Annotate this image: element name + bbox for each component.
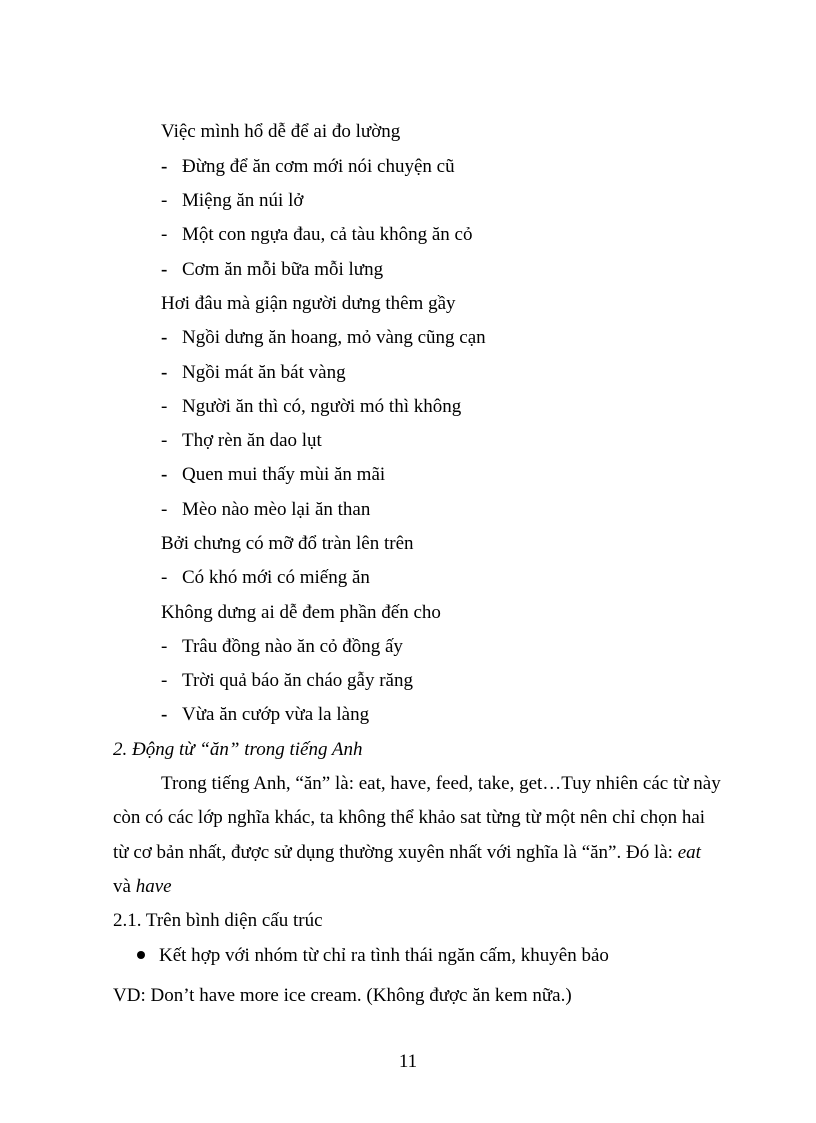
dash-marker: - — [161, 464, 168, 485]
section-heading: 2. Động từ “ăn” trong tiếng Anh — [113, 739, 363, 760]
proverb-text: Trâu đồng nào ăn cỏ đồng ấy — [182, 636, 403, 657]
bullet-item — [137, 944, 609, 968]
proverb-item — [161, 429, 322, 453]
proverb-text: Có khó mới có miếng ăn — [182, 567, 370, 588]
proverb-text: Một con ngựa đau, cả tàu không ăn cỏ — [182, 224, 473, 245]
paragraph-line — [113, 875, 172, 899]
paragraph-line: Trong tiếng Anh, “ăn” là: eat, have, feed, take, get…Tuy nhiên các từ này — [161, 773, 721, 794]
proverb-item — [161, 635, 403, 659]
dash-marker: - — [161, 362, 168, 383]
proverb-text: Vừa ăn cướp vừa la làng — [182, 704, 370, 725]
proverb-text: Mèo nào mèo lại ăn than — [182, 499, 371, 520]
proverb-item — [161, 155, 455, 179]
proverb-item — [161, 703, 369, 727]
example-line: VD: Don’t have more ice cream. (Không được ăn kem nữa.) — [113, 985, 572, 1006]
proverb-text: Miệng ăn núi lở — [182, 190, 304, 211]
proverb-text: Ngồi mát ăn bát vàng — [182, 362, 346, 383]
paragraph-line: còn có các lớp nghĩa khác, ta không thể khảo sat từng từ một nên chỉ chọn hai — [113, 807, 706, 828]
proverb-item — [161, 189, 303, 213]
proverb-text: Cơm ăn mỗi bữa mỗi lưng — [182, 259, 384, 280]
proverb-text: Ngồi dưng ăn hoang, mỏ vàng cũng cạn — [182, 327, 486, 348]
dash-marker: - — [161, 430, 168, 451]
dash-marker: - — [161, 327, 168, 348]
proverb-item — [161, 361, 346, 385]
dash-marker: - — [161, 567, 168, 588]
verse-line: Bởi chưng có mỡ đổ tràn lên trên — [161, 533, 414, 554]
paragraph-text: và — [113, 876, 136, 897]
verse-line: Không dưng ai dễ đem phần đến cho — [161, 602, 441, 623]
proverb-item — [161, 223, 472, 247]
proverb-item — [161, 258, 383, 282]
verse-line: Hơi đâu mà giận người dưng thêm gầy — [161, 293, 456, 314]
proverb-item — [161, 395, 461, 419]
proverb-item — [161, 566, 370, 590]
term-eat: eat — [677, 842, 701, 863]
proverb-text: Quen mui thấy mùi ăn mãi — [182, 464, 386, 485]
dash-marker: - — [161, 396, 168, 417]
proverb-item — [161, 326, 486, 350]
dash-marker: - — [161, 704, 168, 725]
paragraph-text: từ cơ bản nhất, được sử dụng thường xuyên nhất với nghĩa là “ăn”. Đó là: — [113, 842, 678, 863]
dash-marker: - — [161, 156, 168, 177]
dash-marker: - — [161, 224, 168, 245]
bullet-icon — [137, 951, 145, 959]
subsection-heading: 2.1. Trên bình diện cấu trúc — [113, 910, 323, 931]
paragraph-line — [113, 841, 701, 865]
term-have: have — [135, 876, 172, 897]
dash-marker: - — [161, 190, 168, 211]
verse-line: Việc mình hổ dễ để ai đo lường — [161, 121, 401, 142]
dash-marker: - — [161, 259, 168, 280]
proverb-text: Đừng để ăn cơm mới nói chuyện cũ — [182, 156, 455, 177]
dash-marker: - — [161, 636, 168, 657]
page-number: 11 — [398, 1051, 418, 1072]
dash-marker: - — [161, 499, 168, 520]
proverb-text: Trời quả báo ăn cháo gẫy răng — [182, 670, 413, 691]
dash-marker: - — [161, 670, 168, 691]
proverb-text: Thợ rèn ăn dao lụt — [182, 430, 322, 451]
proverb-item — [161, 463, 385, 487]
proverb-item — [161, 669, 413, 693]
bullet-text: Kết hợp với nhóm từ chỉ ra tình thái ngăn cấm, khuyên bảo — [159, 945, 609, 966]
proverb-item — [161, 498, 370, 522]
proverb-text: Người ăn thì có, người mó thì không — [182, 396, 462, 417]
